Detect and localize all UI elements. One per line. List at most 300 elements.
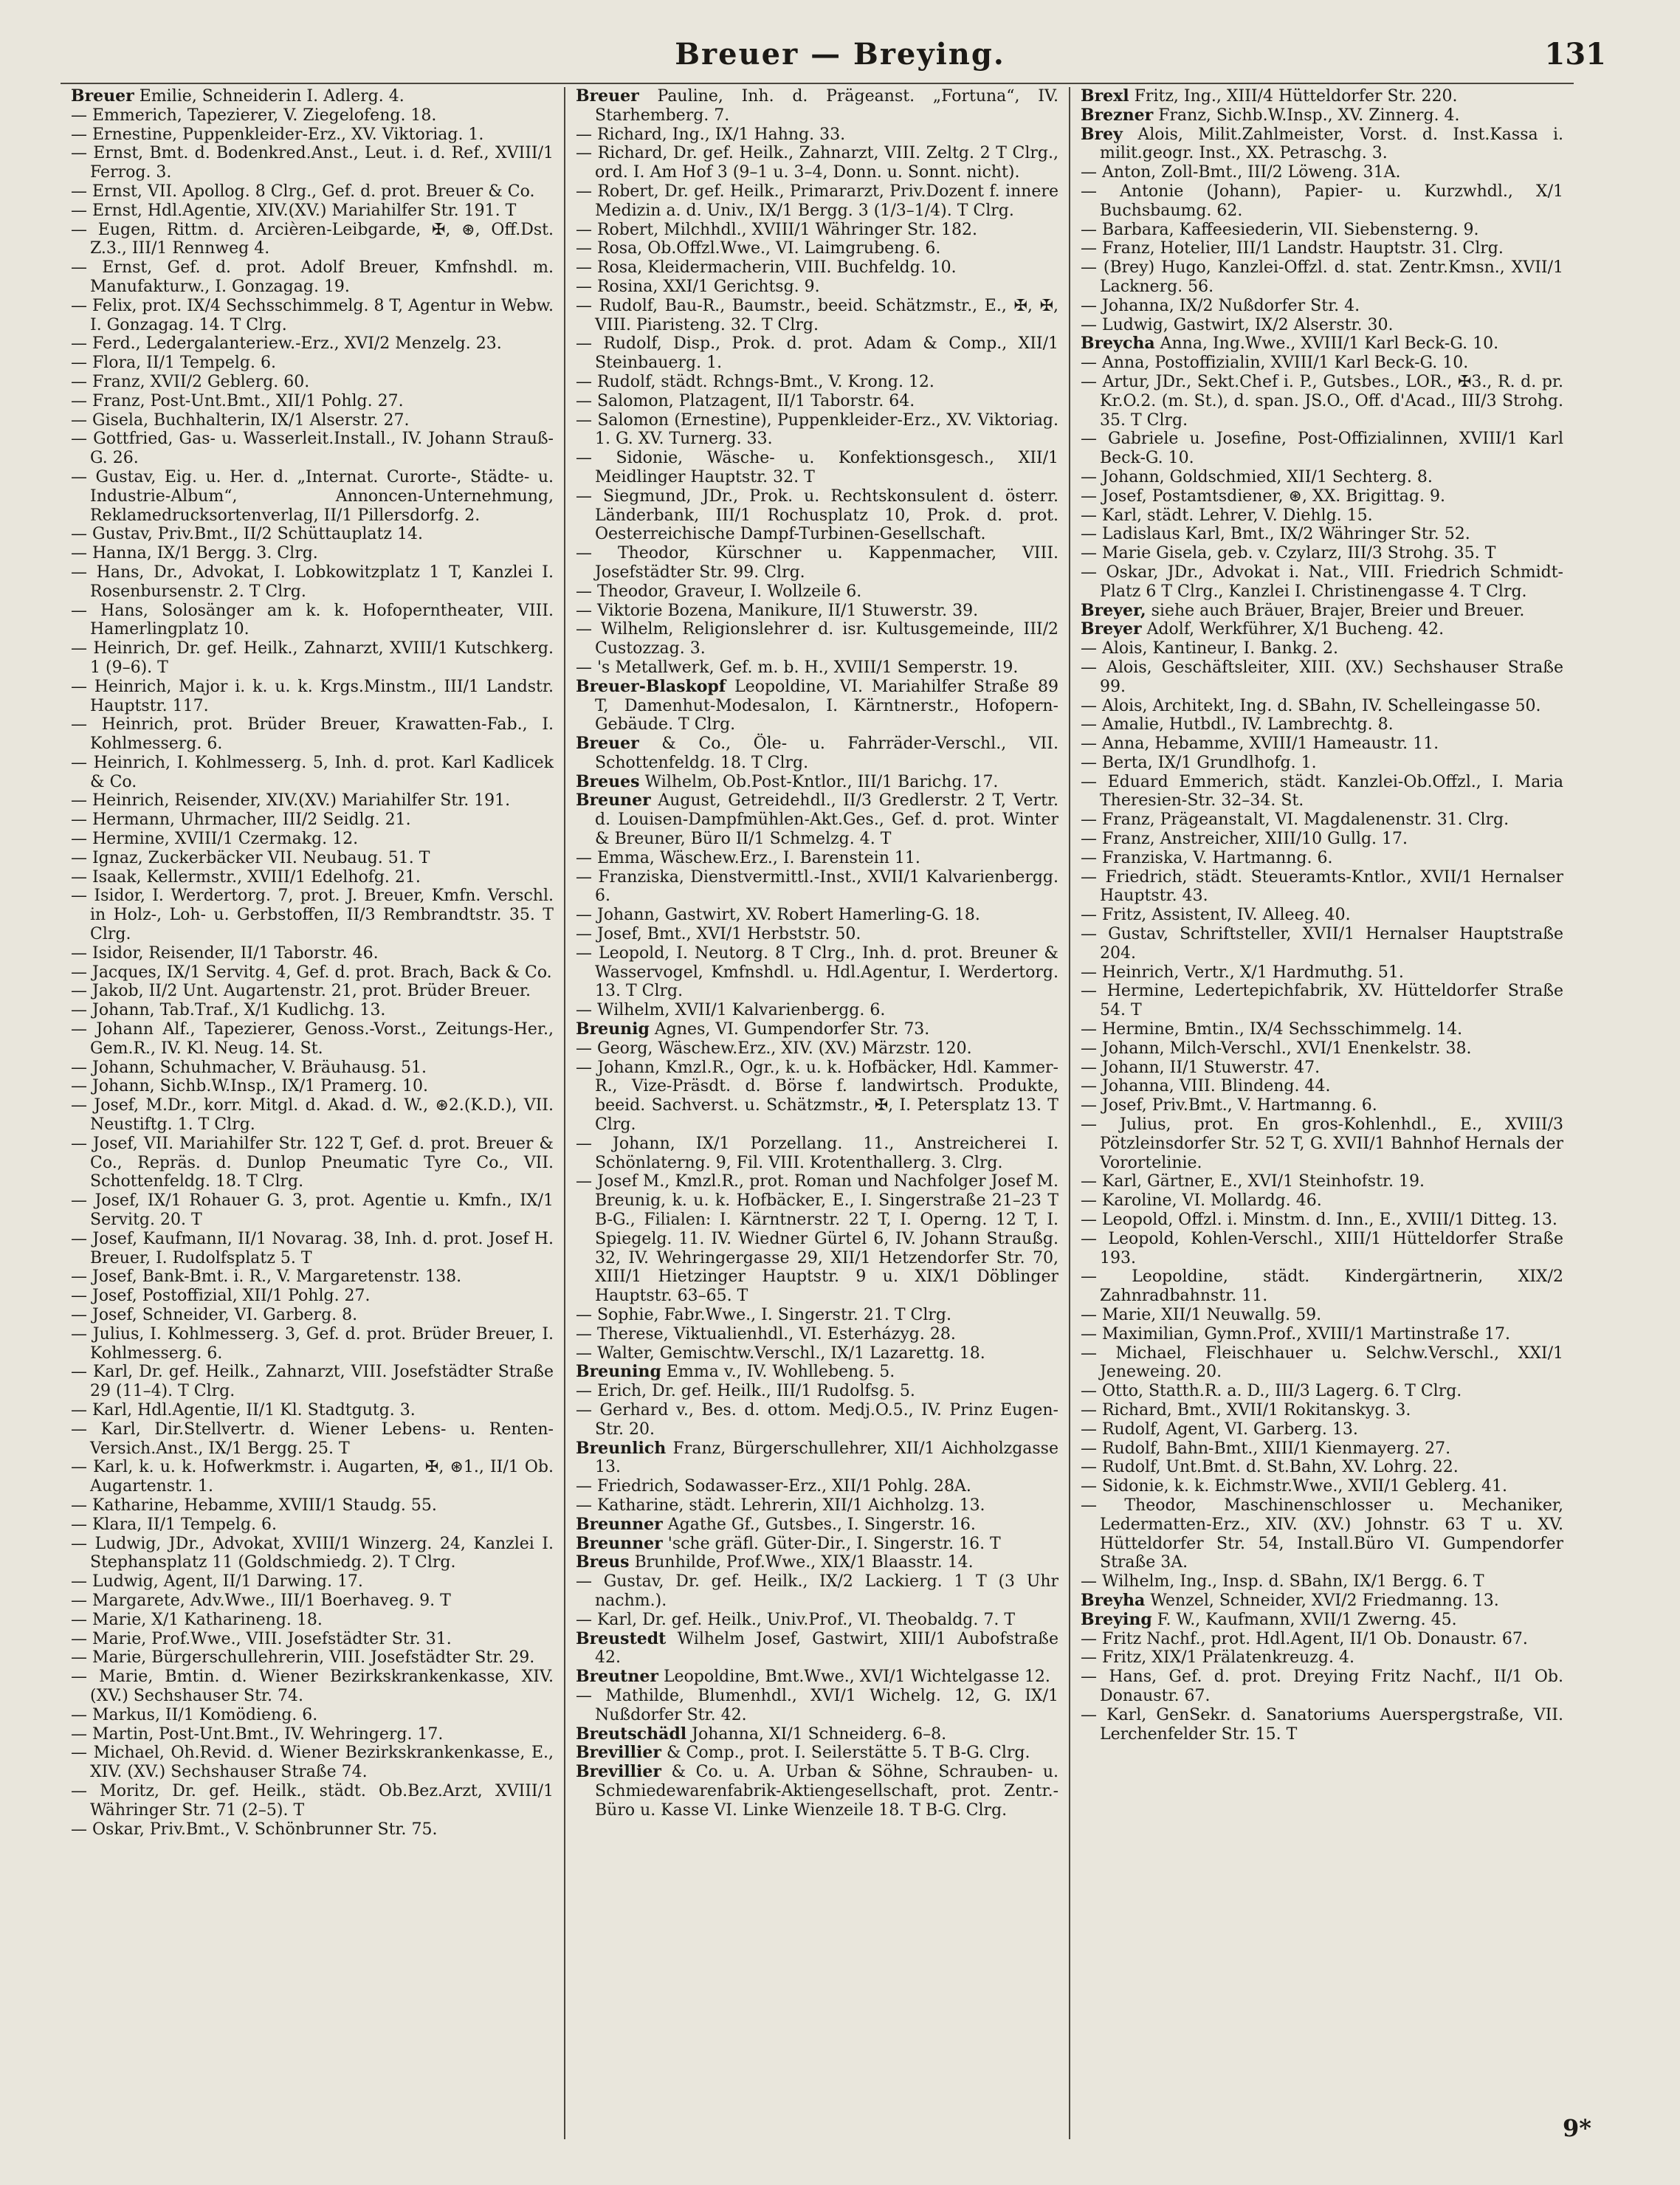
entry-text: — Michael, Oh.Revid. d. Wiener Bezirkskrankenkasse, E., XIV. (XV.) Sechshauser Straße 74. [71,1744,554,1782]
entry-text: — Berta, IX/1 Grundlhofg. 1. [1081,753,1317,772]
entry-text: Wenzel, Schneider, XVI/2 Friedmanng. 13. [1150,1591,1499,1610]
directory-entry [576,849,1058,868]
entry-text: — Josef, Bmt., XVI/1 Herbststr. 50. [576,925,861,944]
entry-text: — Johann, Gastwirt, XV. Robert Hamerling-G. 18. [576,906,980,925]
directory-entry [71,354,554,373]
entry-text: — Ladislaus Karl, Bmt., IX/2 Währinger Str. 52. [1081,525,1470,544]
entry-text: — Theodor, Graveur, I. Wollzeile 6. [576,582,862,601]
entry-text: — Johann, Goldschmied, XII/1 Sechterg. 8. [1081,467,1433,486]
directory-entry [71,1287,554,1306]
directory-entry [71,182,554,202]
directory-entry [1081,1477,1563,1496]
directory-entry [1081,106,1563,125]
entry-text: — Alois, Geschäftsleiter, XIII. (XV.) Sechshauser Straße 99. [1081,658,1563,696]
entry-text: — Emmerich, Tapezierer, V. Ziegelofeng. 18. [71,106,437,125]
entry-text: — Gerhard v., Bes. d. ottom. Medj.O.5., IV. Prinz Eugen-Str. 20. [576,1400,1058,1439]
entry-text: — Sidonie, Wäsche- u. Konfektionsgesch., XII/1 Meidlinger Hauptstr. 32. T [576,449,1058,486]
entry-text: — Ernst, Hdl.Agentie, XIV.(XV.) Mariahilfer Str. 191. T [71,201,517,220]
entry-text: Alois, Milit.Zahlmeister, Vorst. d. Inst.Kassa i. milit.geogr. Inst., XX. Petraschg. 3. [1100,125,1563,163]
directory-entry [576,1439,1058,1478]
surname-heading: Breunlich [576,1438,667,1458]
entry-text: siehe auch Bräuer, Brajer, Breier und Breuer. [1151,601,1525,620]
entry-text: — Josef, Schneider, VI. Garberg. 8. [71,1306,358,1324]
entry-text: & Comp., prot. I. Seilerstätte 5. T B-G. Clrg. [666,1744,1030,1763]
entry-text: Agathe Gf., Gutsbes., I. Singerstr. 16. [667,1515,976,1534]
surname-heading: Breunner [576,1514,663,1534]
surname-heading: Breuer [576,734,639,754]
directory-entry [576,1744,1058,1763]
directory-entry [71,1572,554,1592]
directory-entry [1081,1172,1563,1191]
directory-entry [576,87,1058,125]
entry-text: — Johann, Kmzl.R., Ogr., k. u. k. Hofbäcker, Hdl. Kammer-R., Vize-Präsdt. d. Börse f. landwirtsch. Produkte, beeid. Sachverst. u. Schätzmstr., ✠, I. Petersplatz 13. T Clrg. [576,1058,1058,1135]
entry-text: — Katharine, Hebamme, XVIII/1 Staudg. 55. [71,1496,437,1515]
directory-entry [576,373,1058,392]
entry-text: — Rudolf, städt. Rchngs-Bmt., V. Krong. 12. [576,372,934,391]
directory-entry [576,258,1058,278]
directory-entry [576,334,1058,373]
directory-entry [576,906,1058,925]
entry-text: — Gisela, Buchhalterin, IX/1 Alserstr. 27. [71,410,410,430]
directory-entry [71,334,554,354]
entry-text: — Salomon, Platzagent, II/1 Taborstr. 64. [576,391,915,410]
entry-text: — Friedrich, Sodawasser-Erz., XII/1 Pohlg. 28A. [576,1477,971,1496]
directory-entry [1081,697,1563,716]
directory-entry [71,430,554,468]
entry-text: — Franz, Anstreicher, XIII/10 Gullg. 17. [1081,830,1408,849]
entry-text: & Co., Öle- u. Fahrräder-Verschl., VII. Schottenfeldg. 18. T Clrg. [595,734,1058,772]
directory-entry [71,1496,554,1515]
directory-entry [576,1344,1058,1363]
directory-entry [1081,487,1563,506]
directory-entry [1081,316,1563,335]
directory-entry [576,278,1058,297]
entry-text: — Flora, II/1 Tempelg. 6. [71,354,276,373]
surname-heading: Breunig [576,1019,650,1039]
directory-entry [1081,773,1563,811]
entry-text: — Alois, Kantineur, I. Bankg. 2. [1081,639,1339,658]
directory-entry [71,944,554,963]
entry-text: — Oskar, JDr., Advokat i. Nat., VIII. Friedrich Schmidt-Platz 6 T Clrg., Kanzlei I. Christinengasse 4. T Clrg. [1081,562,1563,601]
directory-entry [1081,1630,1563,1649]
entry-text: — Rudolf, Unt.Bmt. d. St.Bahn, XV. Lohrg. 22. [1081,1458,1459,1477]
directory-entry [1081,1191,1563,1211]
entry-text: — Hanna, IX/1 Bergg. 3. Clrg. [71,544,318,563]
entry-text: Wilhelm Josef, Gastwirt, XIII/1 Aubofstraße 42. [595,1629,1058,1668]
directory-entry [71,1059,554,1078]
entry-text: — Josef, M.Dr., korr. Mitgl. d. Akad. d. W., ⊛2.(K.D.), VII. Neustiftg. 1. T Clrg. [71,1096,554,1135]
directory-entry [1081,506,1563,526]
directory-entry [71,411,554,430]
directory-entry [576,1535,1058,1554]
directory-entry [71,1001,554,1020]
entry-text: F. W., Kaufmann, XVII/1 Zwerng. 45. [1157,1610,1457,1629]
directory-entry [1081,1458,1563,1477]
entry-text: — Leopold, Offzl. i. Minstm. d. Inn., E., XVIII/1 Ditteg. 13. [1081,1211,1557,1230]
entry-text: — Jacques, IX/1 Servitg. 4, Gef. d. prot. Brach, Back & Co. [71,963,552,982]
entry-text: — Franz, Hotelier, III/1 Landstr. Hauptstr. 31. Clrg. [1081,239,1504,258]
entry-text: — Eugen, Rittm. d. Arcièren-Leibgarde, ✠, ⊛, Off.Dst. Z.3., III/1 Rennweg 4. [71,220,554,258]
surname-heading: Breuner [576,791,651,811]
directory-entry [576,125,1058,145]
entry-text: — Richard, Dr. gef. Heilk., Zahnarzt, VIII. Zeltg. 2 T Clrg., ord. I. Am Hof 3 (9–1 u. 3–4, Donn. u. Sonnt. nicht). [576,144,1058,182]
entry-text: Franz, Bürgerschullehrer, XII/1 Aichholzgasse 13. [595,1439,1058,1477]
entry-text: Leopoldine, VI. Mariahilfer Straße 89 T, Damenhut-Modesalon, I. Kärntnerstr., Hofopern-Gebäude. T Clrg. [595,677,1058,734]
directory-entry [1081,1344,1563,1383]
entry-text: — Heinrich, prot. Brüder Breuer, Krawatten-Fab., I. Kohlmesserg. 6. [71,715,554,754]
directory-entry [1081,468,1563,487]
directory-entry [1081,297,1563,316]
entry-text: — Fritz Nachf., prot. Hdl.Agent, II/1 Ob. Donaustr. 67. [1081,1629,1528,1648]
surname-heading: Breus [576,1552,630,1572]
entry-text: — Jakob, II/2 Unt. Augartenstr. 21, prot. Brüder Breuer. [71,982,531,1001]
entry-text: — Rudolf, Agent, VI. Garberg. 13. [1081,1420,1358,1439]
entry-text: — Isidor, I. Werdertorg. 7, prot. J. Breuer, Kmfn. Verschl. in Holz-, Loh- u. Gerbstoffen, II/3 Rembrandtstr. 35. T Clrg. [71,887,554,944]
directory-entry [1081,715,1563,734]
directory-entry [71,1630,554,1649]
surname-heading: Brevillier [576,1762,661,1782]
entry-text: — Isidor, Reisender, II/1 Taborstr. 46. [71,943,379,963]
directory-entry [71,868,554,887]
directory-entry [1081,849,1563,868]
directory-entry [576,1515,1058,1535]
entry-text: — Rudolf, Bau-R., Baumstr., beeid. Schätzmstr., E., ✠, ✠, VIII. Piaristeng. 32. T Clrg. [576,296,1058,334]
entry-text: — Robert, Milchhdl., XVIII/1 Währinger Str. 182. [576,220,977,239]
directory-entry [71,1782,554,1820]
entry-text: — Johann, Milch-Verschl., XVI/1 Enenkelstr. 38. [1081,1039,1472,1058]
entry-text: — Friedrich, städt. Steueramts-Kntlor., XVII/1 Hernalser Hauptstr. 43. [1081,867,1563,906]
entry-text: — Hermine, XVIII/1 Czermakg. 12. [71,830,359,849]
directory-entry [1081,258,1563,297]
directory-entry [71,1820,554,1840]
directory-entry [71,1458,554,1496]
directory-entry [1081,734,1563,754]
directory-entry [1081,811,1563,830]
entry-text: Leopoldine, Bmt.Wwe., XVI/1 Wichtelgasse 12. [663,1668,1050,1687]
directory-entry [576,925,1058,944]
directory-entry [576,1020,1058,1039]
directory-entry [576,1039,1058,1059]
directory-entry [1081,544,1563,563]
directory-entry [71,887,554,943]
entry-text: — Alois, Architekt, Ing. d. SBahn, IV. Schelleingasse 50. [1081,696,1541,715]
directory-entry [576,1725,1058,1744]
directory-entry [1081,1096,1563,1115]
directory-entry [1081,87,1563,106]
entry-text: — Gustav, Dr. gef. Heilk., IX/2 Lackierg. 1 T (3 Uhr nachm.). [576,1572,1058,1610]
entry-text: — Klara, II/1 Tempelg. 6. [71,1515,278,1534]
entry-text: Pauline, Inh. d. Prägeanst. „Fortuna“, IV. Starhemberg. 7. [595,87,1058,125]
column-middle [564,87,1069,2139]
directory-entry [576,449,1058,487]
entry-text: — Ferd., Ledergalanteriew.-Erz., XVI/2 Menzelg. 23. [71,334,502,354]
directory-entry [1081,1325,1563,1344]
entry-text: — Robert, Dr. gef. Heilk., Primararzt, Priv.Dozent f. innere Medizin a. d. Univ., IX/1 Bergg. 3 (1/3–1/4). T Clrg. [576,182,1058,220]
entry-text: — Rosa, Ob.Offzl.Wwe., VI. Laimgrubeng. 6. [576,239,941,258]
directory-entry [1081,868,1563,906]
directory-entry [71,1592,554,1611]
entry-text: — 's Metallwerk, Gef. m. b. H., XVIII/1 Semperstr. 19. [576,658,1019,677]
directory-entry [71,1648,554,1668]
directory-entry [576,791,1058,848]
directory-entry [71,258,554,297]
entry-text: — Josef, Bank-Bmt. i. R., V. Margaretenstr. 138. [71,1267,462,1287]
directory-entry [71,563,554,602]
entry-text: — Ludwig, Agent, II/1 Darwing. 17. [71,1572,363,1592]
surname-heading: Brezner [1081,105,1154,125]
directory-entry [576,1668,1058,1687]
directory-entry [71,468,554,525]
entry-text: — Theodor, Maschinenschlosser u. Mechaniker, Ledermatten-Erz., XIV. (XV.) Johnstr. 63 T u. XV. Hütteldorfer Str. 54, Install.Büro VI. Gumpendorfer Straße 3A. [1081,1496,1563,1572]
entry-text: — Theodor, Kürschner u. Kappenmacher, VIII. Josefstädter Str. 99. Clrg. [576,544,1058,582]
directory-entry [576,602,1058,621]
directory-entry [576,658,1058,678]
entry-text: — Julius, I. Kohlmesserg. 3, Gef. d. prot. Brüder Breuer, I. Kohlmesserg. 6. [71,1324,554,1363]
entry-text: — Johann, IX/1 Porzellang. 11., Anstreicherei I. Schönlaterng. 9, Fil. VIII. Krotenthallerg. 3. Clrg. [576,1134,1058,1172]
entry-text: — Josef, Postoffizial, XII/1 Pohlg. 27. [71,1287,371,1306]
entry-text: & Co. u. A. Urban & Söhne, Schrauben- u. Schmiedewarenfabrik-Aktiengesellschaft, prot. Zentr.-Büro u. Kasse VI. Linke Wienzeile 18. T B-G. Clrg. [595,1763,1058,1820]
columns [61,87,1574,2139]
surname-heading: Breuer-Blaskopf [576,676,726,696]
entry-text: — Leopold, Kohlen-Verschl., XIII/1 Hütteldorfer Straße 193. [1081,1229,1563,1267]
directory-entry [71,297,554,335]
entry-text: — Sophie, Fabr.Wwe., I. Singerstr. 21. T Clrg. [576,1306,952,1324]
directory-entry [71,1725,554,1744]
directory-entry [71,1515,554,1535]
entry-text: — Anna, Hebamme, XVIII/1 Hameaustr. 11. [1081,734,1439,754]
directory-entry [1081,1420,1563,1439]
entry-text: — Leopold, I. Neutorg. 8 T Clrg., Inh. d. prot. Breuner & Wasservogel, Kmfnshdl. u. Hdl.Agentur, I. Werdertorg. 13. T Clrg. [576,943,1058,1001]
directory-entry [1081,525,1563,544]
entry-text: Johanna, XI/1 Schneiderg. 6–8. [692,1724,947,1744]
entry-text: — (Brey) Hugo, Kanzlei-Offzl. d. stat. Zentr.Kmsn., XVII/1 Lacknerg. 56. [1081,258,1563,296]
entry-text: Brunhilde, Prof.Wwe., XIX/1 Blaasstr. 14. [634,1553,974,1572]
directory-entry [576,487,1058,544]
entry-text: — Georg, Wäschew.Erz., XIV. (XV.) Märzstr. 120. [576,1039,972,1058]
surname-heading: Brey [1081,124,1123,144]
entry-text: — Johann, Schuhmacher, V. Bräuhausg. 51. [71,1058,427,1077]
directory-entry [71,1401,554,1420]
directory-entry [71,1020,554,1059]
signature-mark: 9* [1563,2114,1591,2142]
entry-text: — Wilhelm, Ing., Insp. d. SBahn, IX/1 Bergg. 6. T [1081,1572,1484,1592]
entry-text: Agnes, VI. Gumpendorfer Str. 73. [654,1020,930,1039]
page-title: Breuer — Breying. [675,37,1005,72]
surname-heading: Breyer, [1081,600,1146,620]
directory-entry [71,830,554,849]
entry-text: — Ernst, Bmt. d. Bodenkred.Anst., Leut. i. d. Ref., XVIII/1 Ferrog. 3. [71,144,554,182]
directory-entry [576,620,1058,658]
entry-text: — Josef, IX/1 Rohauer G. 3, prot. Agentie u. Kmfn., IX/1 Servitg. 20. T [71,1191,554,1230]
entry-text: Emilie, Schneiderin I. Adlerg. 4. [139,87,404,106]
entry-text: — Isaak, Kellermstr., XVIII/1 Edelhofg. 21. [71,867,421,887]
entry-text: Anna, Ing.Wwe., XVIII/1 Karl Beck-G. 10. [1160,334,1499,354]
page-number: 131 [1544,37,1606,72]
directory-entry [71,1191,554,1230]
directory-entry [71,1077,554,1096]
entry-text: — Rosa, Kleidermacherin, VIII. Buchfeldg. 10. [576,258,957,278]
directory-entry [71,1267,554,1287]
directory-entry [576,868,1058,906]
entry-text: — Josef M., Kmzl.R., prot. Roman und Nachfolger Josef M. Breunig, k. u. k. Hofbäcker, E., I. Singerstraße 21–23 T B-G., Filialen: I. Kärntnerstr. 22 T, I. Operng. 12 T, I. Spiegelg. 11. IV. Wiedner Gürtel 6, IV. Johann Straußg. 32, IV. Wehringergasse 29, XII/1 Hetzendorfer Str. 70, XIII/1 Hietzinger Hauptstr. 9 u. XIX/1 Döblinger Hauptstr. 63–65. T [576,1172,1058,1306]
directory-entry [1081,163,1563,182]
directory-entry [576,1572,1058,1611]
entry-text: — Ludwig, Gastwirt, IX/2 Alserstr. 30. [1081,315,1394,334]
entry-text: — Barbara, Kaffeesiederin, VII. Siebensterng. 9. [1081,220,1479,239]
entry-text: — Marie, X/1 Katharineng. 18. [71,1610,323,1629]
entry-text: — Marie, Bürgerschullehrerin, VIII. Josefstädter Str. 29. [71,1648,535,1668]
directory-entry [71,715,554,754]
entry-text: — Ernestine, Puppenkleider-Erz., XV. Viktoriag. 1. [71,125,484,144]
directory-entry [1081,1668,1563,1706]
entry-text: — Johann, Tab.Traf., X/1 Kudlichg. 13. [71,1001,386,1020]
entry-text: — Rudolf, Disp., Prok. d. prot. Adam & Comp., XII/1 Steinbauerg. 1. [576,334,1058,373]
directory-entry [1081,1059,1563,1078]
entry-text: — Franziska, V. Hartmanng. 6. [1081,848,1333,867]
entry-text: Emma v., IV. Wohllebeng. 5. [666,1363,895,1382]
entry-text: — Josef, VII. Mariahilfer Str. 122 T, Gef. d. prot. Breuer & Co., Repräs. d. Dunlop Pneumatic Tyre Co., VII. Schottenfeldg. 18. T Clrg. [71,1134,554,1191]
entry-text: — Hans, Dr., Advokat, I. Lobkowitzplatz 1 T, Kanzlei I. Rosenbursenstr. 2. T Clrg. [71,562,554,601]
entry-text: — Felix, prot. IX/4 Sechsschimmelg. 8 T, Agentur in Webw. I. Gonzagag. 14. T Clrg. [71,296,554,334]
directory-entry [576,411,1058,450]
entry-text: — Walter, Gemischtw.Verschl., IX/1 Lazarettg. 18. [576,1343,985,1363]
directory-entry [71,602,554,640]
directory-entry [576,1763,1058,1820]
entry-text: Fritz, Ing., XIII/4 Hütteldorfer Str. 220. [1134,87,1458,106]
directory-entry [71,1135,554,1191]
entry-text: Wilhelm, Ob.Post-Kntlor., III/1 Barichg. 17. [644,772,999,791]
entry-text: — Michael, Fleischhauer u. Selchw.Verschl., XXI/1 Jeneweing. 20. [1081,1343,1563,1382]
entry-text: — Heinrich, I. Kohlmesserg. 5, Inh. d. prot. Karl Kadlicek & Co. [71,753,554,791]
directory-entry [1081,1439,1563,1459]
entry-text: — Hermine, Bmtin., IX/4 Sechsschimmelg. 14. [1081,1020,1463,1039]
directory-entry [576,239,1058,258]
directory-entry [71,1420,554,1459]
directory-entry [1081,1020,1563,1039]
directory-entry [71,202,554,221]
directory-entry [71,754,554,792]
surname-heading: Breuning [576,1362,661,1382]
entry-text: — Karl, Dr. gef. Heilk., Univ.Prof., VI. Theobaldg. 7. T [576,1610,1016,1629]
entry-text: — Sidonie, k. k. Eichmstr.Wwe., XVII/1 Geblerg. 41. [1081,1477,1508,1496]
column-right [1069,87,1574,2139]
directory-entry [71,125,554,145]
directory-entry [1081,1496,1563,1572]
directory-entry [1081,1230,1563,1268]
entry-text: — Heinrich, Reisender, XIV.(XV.) Mariahilfer Str. 191. [71,791,511,811]
entry-text: — Ernst, Gef. d. prot. Adolf Breuer, Kmfnshdl. m. Manufakturw., I. Gonzagag. 19. [71,258,554,296]
directory-entry [71,1306,554,1325]
directory-entry [576,678,1058,734]
directory-entry [1081,563,1563,602]
directory-entry [576,297,1058,335]
running-head [0,37,1680,89]
directory-entry [1081,221,1563,240]
entry-text: — Markus, II/1 Komödieng. 6. [71,1705,318,1724]
directory-entry [1081,906,1563,925]
directory-entry [576,582,1058,602]
directory-entry [71,639,554,678]
directory-entry [576,182,1058,221]
entry-text: — Rosina, XXI/1 Gerichtsg. 9. [576,277,820,296]
entry-text: August, Getreidehdl., II/3 Gredlerstr. 2 T, Vertr. d. Louisen-Dampfmühlen-Akt.Ges., Gef. d. prot. Winter & Breuner, Büro II/1 Schmelzg. 4. T [595,791,1058,849]
directory-entry [71,1325,554,1363]
surname-heading: Breycha [1081,334,1155,354]
entry-text: — Hans, Gef. d. prot. Dreying Fritz Nachf., II/1 Ob. Donaustr. 67. [1081,1668,1563,1705]
entry-text: — Karl, Dir.Stellvertr. d. Wiener Lebens- u. Renten-Versich.Anst., IX/1 Bergg. 25. T [71,1420,554,1458]
entry-text: — Anton, Zoll-Bmt., III/2 Löweng. 31A. [1081,163,1401,182]
entry-text: Adolf, Werkführer, X/1 Bucheng. 42. [1146,620,1445,639]
directory-entry [1081,1648,1563,1668]
directory-entry [576,1630,1058,1668]
entry-text: — Karl, städt. Lehrer, V. Diehlg. 15. [1081,506,1373,525]
entry-text: — Karl, k. u. k. Hofwerkmstr. i. Augarten, ✠, ⊛1., II/1 Ob. Augartenstr. 1. [71,1458,554,1496]
column-left [61,87,564,2139]
directory-entry [1081,963,1563,983]
directory-entry [1081,1039,1563,1059]
entry-text: — Artur, JDr., Sekt.Chef i. P., Gutsbes., LOR., ✠3., R. d. pr. Kr.O.2. (m. St.), d. span. JS.O., Off. d'Acad., III/3 Strohg. 35. T Clrg. [1081,372,1563,430]
entry-text: — Antonie (Johann), Papier- u. Kurzwhdl., X/1 Buchsbaumg. 62. [1081,182,1563,220]
directory-entry [576,944,1058,1001]
directory-entry [71,1363,554,1401]
directory-entry [576,1306,1058,1325]
entry-text: — Marie, Bmtin. d. Wiener Bezirkskrankenkasse, XIV. (XV.) Sechshauser Str. 74. [71,1668,554,1705]
directory-entry [576,1611,1058,1630]
entry-text: Franz, Sichb.W.Insp., XV. Zinnerg. 4. [1158,106,1460,125]
entry-text: — Johanna, IX/2 Nußdorfer Str. 4. [1081,296,1360,315]
directory-entry [1081,658,1563,697]
entry-text: — Martin, Post-Unt.Bmt., IV. Wehringerg. 17. [71,1724,444,1744]
entry-text: — Ludwig, JDr., Advokat, XVIII/1 Winzerg. 24, Kanzlei I. Stephansplatz 11 (Goldschmiedg. 2). T Clrg. [71,1534,554,1572]
entry-text: — Ignaz, Zuckerbäcker VII. Neubaug. 51. T [71,848,430,867]
entry-text: — Hermine, Ledertepichfabrik, XV. Hütteldorfer Straße 54. T [1081,982,1563,1020]
surname-heading: Breuer [576,87,639,106]
entry-text: — Karl, Hdl.Agentie, II/1 Kl. Stadtgutg. 3. [71,1400,416,1420]
directory-entry [576,1687,1058,1725]
directory-entry [576,1496,1058,1515]
entry-text: — Heinrich, Major i. k. u. k. Krgs.Minstm., III/1 Landstr. Hauptstr. 117. [71,677,554,715]
entry-text: — Karoline, VI. Mollardg. 46. [1081,1191,1322,1211]
directory-entry [576,1477,1058,1496]
surname-heading: Brevillier [576,1743,661,1763]
entry-text: — Josef, Postamtsdiener, ⊛, XX. Brigittag. 9. [1081,486,1445,506]
entry-text: — Richard, Bmt., XVII/1 Rokitanskyg. 3. [1081,1400,1411,1420]
directory-entry [576,1325,1058,1344]
entry-text: — Johann, II/1 Stuwerstr. 47. [1081,1058,1321,1077]
directory-entry [1081,602,1563,621]
directory-entry [576,144,1058,182]
surname-heading: Breuer [71,87,134,106]
directory-entry [1081,1267,1563,1306]
directory-entry [71,392,554,411]
directory-entry [71,849,554,868]
entry-text: — Maximilian, Gymn.Prof., XVIII/1 Martinstraße 17. [1081,1324,1510,1343]
entry-text: — Erich, Dr. gef. Heilk., III/1 Rudolfsg. 5. [576,1382,915,1401]
directory-entry [1081,334,1563,354]
entry-text: — Franz, Prägeanstalt, VI. Magdalenenstr. 31. Clrg. [1081,811,1509,830]
entry-text: — Franziska, Dienstvermittl.-Inst., XVII/1 Kalvarienbergg. 6. [576,867,1058,906]
entry-text: — Siegmund, JDr., Prok. u. Rechtskonsulent d. österr. Länderbank, III/1 Rochusplatz 10, Prok. d. prot. Oesterreichische Dampf-Turbinen-Gesellschaft. [576,486,1058,544]
directory-entry [1081,830,1563,849]
directory-entry [71,1535,554,1573]
surname-heading: Brexl [1081,87,1129,106]
entry-text: — Katharine, städt. Lehrerin, XII/1 Aichholzg. 13. [576,1496,985,1515]
surname-heading: Breues [576,771,640,791]
directory-entry [71,791,554,811]
entry-text: — Karl, Dr. gef. Heilk., Zahnarzt, VIII. Josefstädter Straße 29 (11–4). T Clrg. [71,1363,554,1401]
directory-entry [576,544,1058,582]
directory-entry [71,106,554,125]
